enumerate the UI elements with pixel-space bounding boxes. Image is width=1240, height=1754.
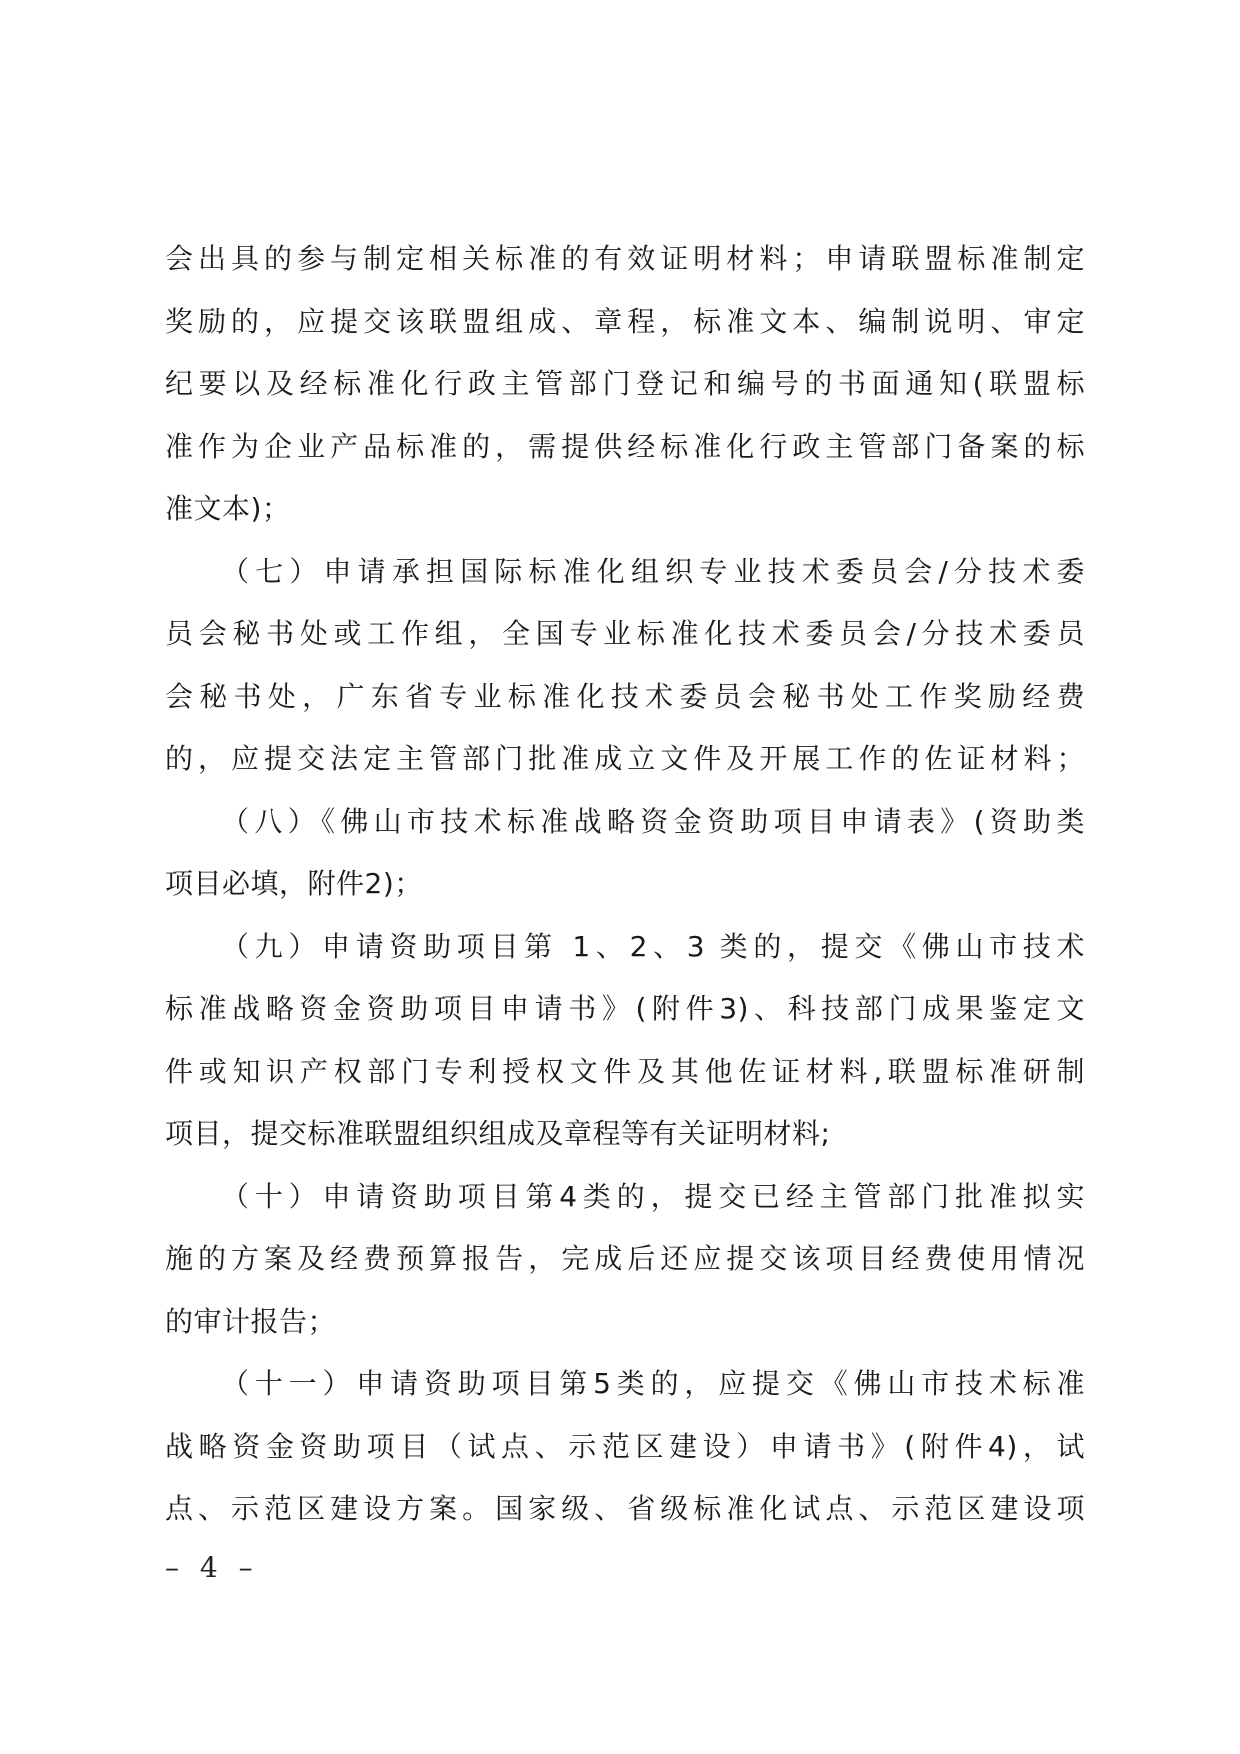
text-line: 标准战略资金资助项目申请书》(附件3)、科技部门成果鉴定文 xyxy=(165,992,1085,1025)
text-line: 项目，提交标准联盟组织组成及章程等有关证明材料; xyxy=(165,1117,831,1150)
text-line: 奖励的，应提交该联盟组成、章程，标准文本、编制说明、审定 xyxy=(165,304,1085,338)
text-line: 点、示范区建设方案。国家级、省级标准化试点、示范区建设项 xyxy=(165,1492,1085,1525)
text-line: 项目必填，附件2)； xyxy=(165,867,423,900)
paragraph-start-line: （十一）申请资助项目第5类的，应提交《佛山市技术标准 xyxy=(221,1367,1085,1400)
text-line: 的审计报告； xyxy=(165,1304,337,1338)
text-line: 准文本)； xyxy=(165,492,291,525)
page-number: – 4 – xyxy=(165,1551,259,1584)
paragraph-start-line: （八）《佛山市技术标准战略资金资助项目申请表》(资助类 xyxy=(221,804,1085,838)
paragraph-start-line: （九）申请资助项目第 1、2、3 类的，提交《佛山市技术 xyxy=(221,929,1085,963)
text-line: 员会秘书处或工作组，全国专业标准化技术委员会/分技术委员 xyxy=(165,617,1085,650)
text-line: 纪要以及经标准化行政主管部门登记和编号的书面通知(联盟标 xyxy=(165,367,1085,400)
text-line: 的，应提交法定主管部门批准成立文件及开展工作的佐证材料； xyxy=(165,742,1085,775)
paragraph-start-line: （十）申请资助项目第4类的，提交已经主管部门批准拟实 xyxy=(221,1179,1085,1213)
text-line: 件或知识产权部门专利授权文件及其他佐证材料,联盟标准研制 xyxy=(165,1054,1085,1088)
text-line: 会秘书处，广东省专业标准化技术委员会秘书处工作奖励经费 xyxy=(165,679,1085,713)
body-text xyxy=(165,228,1085,1541)
text-line: 准作为企业产品标准的，需提供经标准化行政主管部门备案的标 xyxy=(165,429,1085,463)
text-line: 会出具的参与制定相关标准的有效证明材料；申请联盟标准制定 xyxy=(165,242,1085,275)
text-line: 战略资金资助项目（试点、示范区建设）申请书》(附件4)，试 xyxy=(165,1429,1085,1463)
text-line: 施的方案及经费预算报告，完成后还应提交该项目经费使用情况 xyxy=(165,1242,1085,1275)
paragraph-start-line: （七）申请承担国际标准化组织专业技术委员会/分技术委 xyxy=(221,554,1085,588)
